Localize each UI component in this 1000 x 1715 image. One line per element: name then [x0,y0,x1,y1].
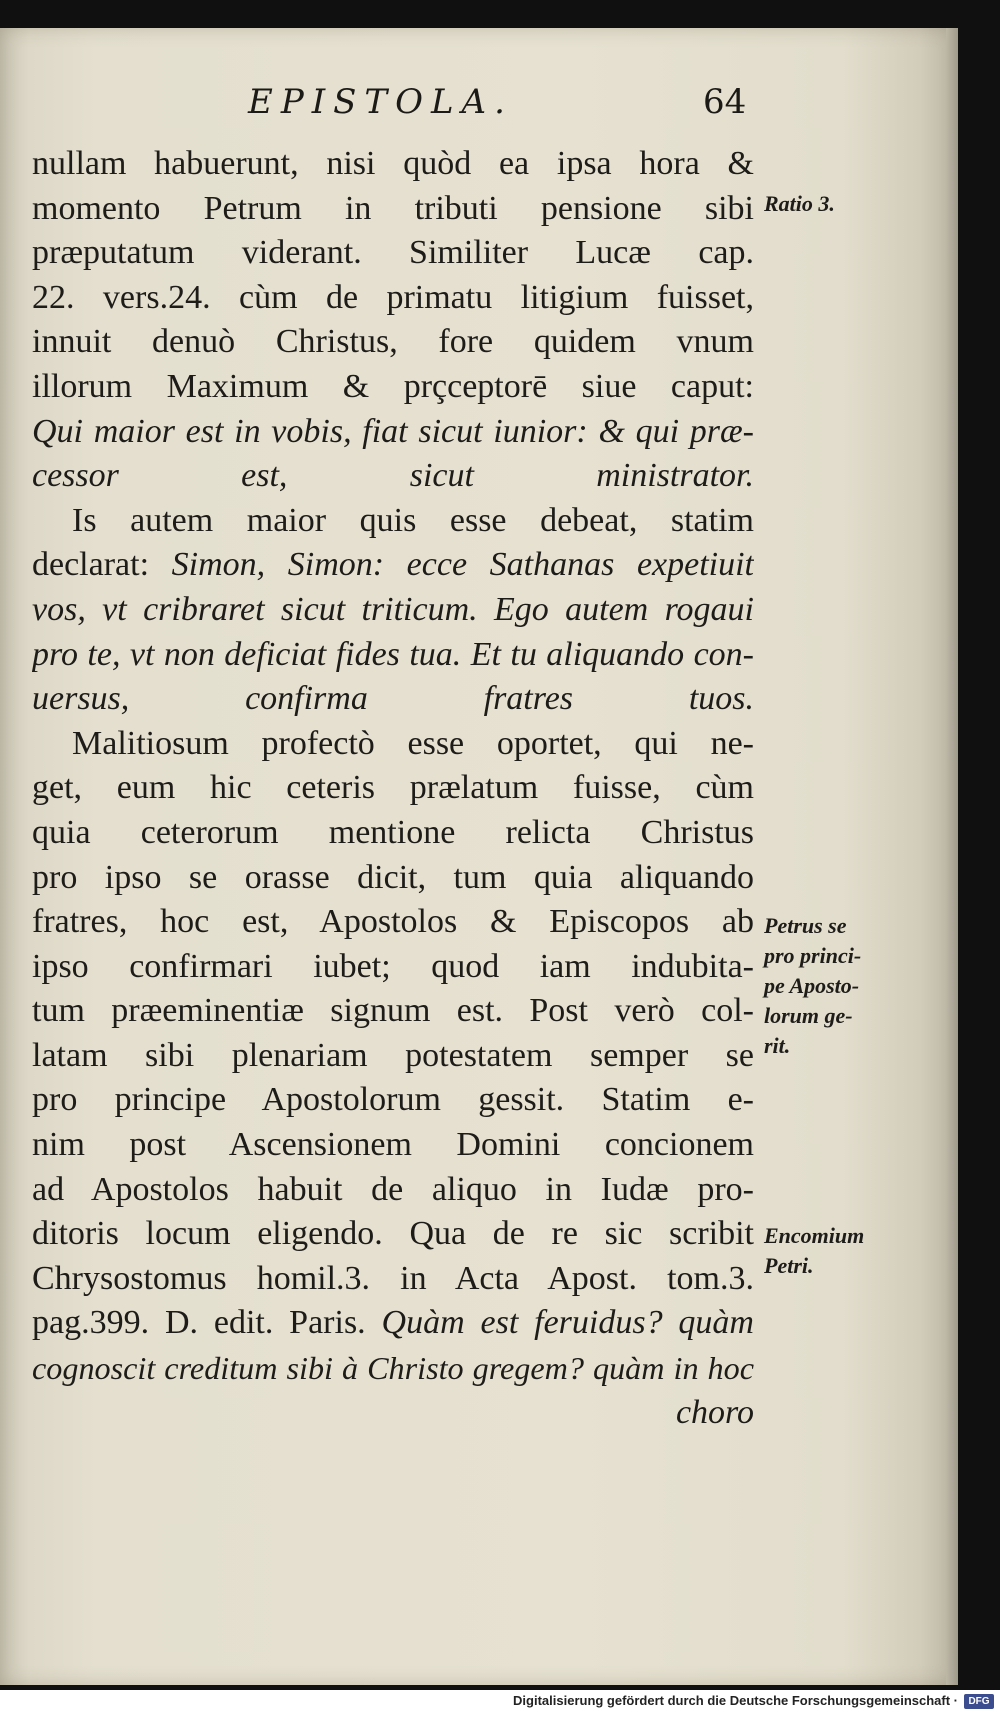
roman-segment: pro ipso se orasse dicit, tum quia aliquando [32,858,754,896]
text-line [32,543,754,588]
text-line [32,1078,754,1123]
text-line [32,811,754,856]
text-line [32,722,754,767]
roman-segment: illorum Maximum & prçceptorē siue caput: [32,367,754,405]
text-line [32,1301,754,1346]
margin-note-line: Encomium [764,1223,865,1248]
footer-bar [0,1690,1000,1715]
text-line [32,900,754,945]
roman-segment: ipso confirmari iubet; quod iam indubita- [32,947,754,985]
catchword: choro [675,1393,754,1431]
text-line [32,766,754,811]
italic-segment: Simon, Simon: ecce Sathanas expetiuit [171,546,754,584]
body-text [32,142,754,1435]
italic-segment: cognoscit creditum sibi à Christo gregem? quàm in hoc [32,1350,754,1387]
roman-segment: Malitiosum profectò esse oportet, qui ne- [72,724,754,762]
text-line [32,320,754,365]
italic-segment: Qui maior est in vobis, fiat sicut iunior: & qui præ- [32,412,754,450]
text-line [32,365,754,410]
margin-notes [764,0,934,1715]
text-line [32,499,754,544]
margin-note-line: lorum ge- [764,1003,853,1028]
roman-segment: pro principe Apostolorum gessit. Statim e- [32,1081,754,1119]
text-line [32,1034,754,1079]
text-line [32,677,754,722]
text-line [32,410,754,455]
roman-segment: latam sibi plenariam potestatem semper se [32,1036,754,1074]
roman-segment: ditoris locum eligendo. Qua de re sic scribit [32,1215,754,1253]
page-number: 64 [703,82,747,122]
margin-note-line: Petri. [764,1253,814,1278]
text-line [32,856,754,901]
text-line [32,1168,754,1213]
text-line [32,989,754,1034]
roman-segment: pag.399. D. edit. Paris. [32,1304,382,1342]
roman-segment: Chrysostomus homil.3. in Acta Apost. tom.3. [32,1259,754,1297]
italic-segment: cessor est, sicut ministrator. [32,457,754,495]
roman-segment: get, eum hic ceteris prælatum fuisse, cùm [32,769,754,807]
roman-segment: Is autem maior quis esse debeat, statim [72,501,754,539]
italic-segment: Quàm est feruidus? quàm [381,1304,754,1342]
italic-segment: pro te, vt non deficiat fides tua. Et tu aliquando con- [32,635,754,673]
italic-segment: vos, vt cribraret sicut triticum. Ego autem rogaui [32,590,754,628]
italic-segment: uersus, confirma fratres tuos. [32,680,754,718]
roman-segment: declarat: [32,546,172,584]
margin-note-line: pe Aposto- [764,973,860,998]
roman-segment: præputatum viderant. Similiter Lucæ cap. [32,234,754,272]
text-line [32,1346,754,1391]
roman-segment: 22. vers.24. cùm de primatu litigium fuisset, [32,278,754,316]
roman-segment: innuit denuò Christus, fore quidem vnum [32,323,754,361]
text-line [32,633,754,678]
text-line [32,276,754,321]
roman-segment: tum præeminentiæ signum est. Post verò col- [32,992,754,1030]
roman-segment: nim post Ascensionem Domini concionem [32,1126,754,1164]
roman-segment: quia ceterorum mentione relicta Christus [32,813,754,851]
text-line [32,945,754,990]
roman-segment: ad Apostolos habuit de aliquo in Iudæ pro- [32,1170,754,1208]
running-head: EPISTOLA. [248,82,513,122]
text-line [32,231,754,276]
roman-segment: nullam habuerunt, nisi quòd ea ipsa hora & [32,145,754,182]
margin-note-line: pro princi- [764,943,862,968]
margin-note-line: rit. [764,1033,791,1058]
text-line [32,187,754,232]
margin-note-line: Ratio 3. [764,191,835,216]
roman-segment: fratres, hoc est, Apostolos & Episcopos ab [32,903,754,941]
text-line [32,1212,754,1257]
margin-note-line: Petrus se [764,913,847,938]
roman-segment: momento Petrum in tributi pensione sibi [32,189,754,227]
page-edge [946,28,958,1685]
text-line [32,588,754,633]
text-line [32,454,754,499]
dfg-logo: DFG [964,1694,994,1709]
text-line [32,142,754,187]
text-line [32,1123,754,1168]
footer-credit: Digitalisierung gefördert durch die Deutsche Forschungsgemeinschaft · [513,1693,958,1708]
text-line [32,1257,754,1302]
